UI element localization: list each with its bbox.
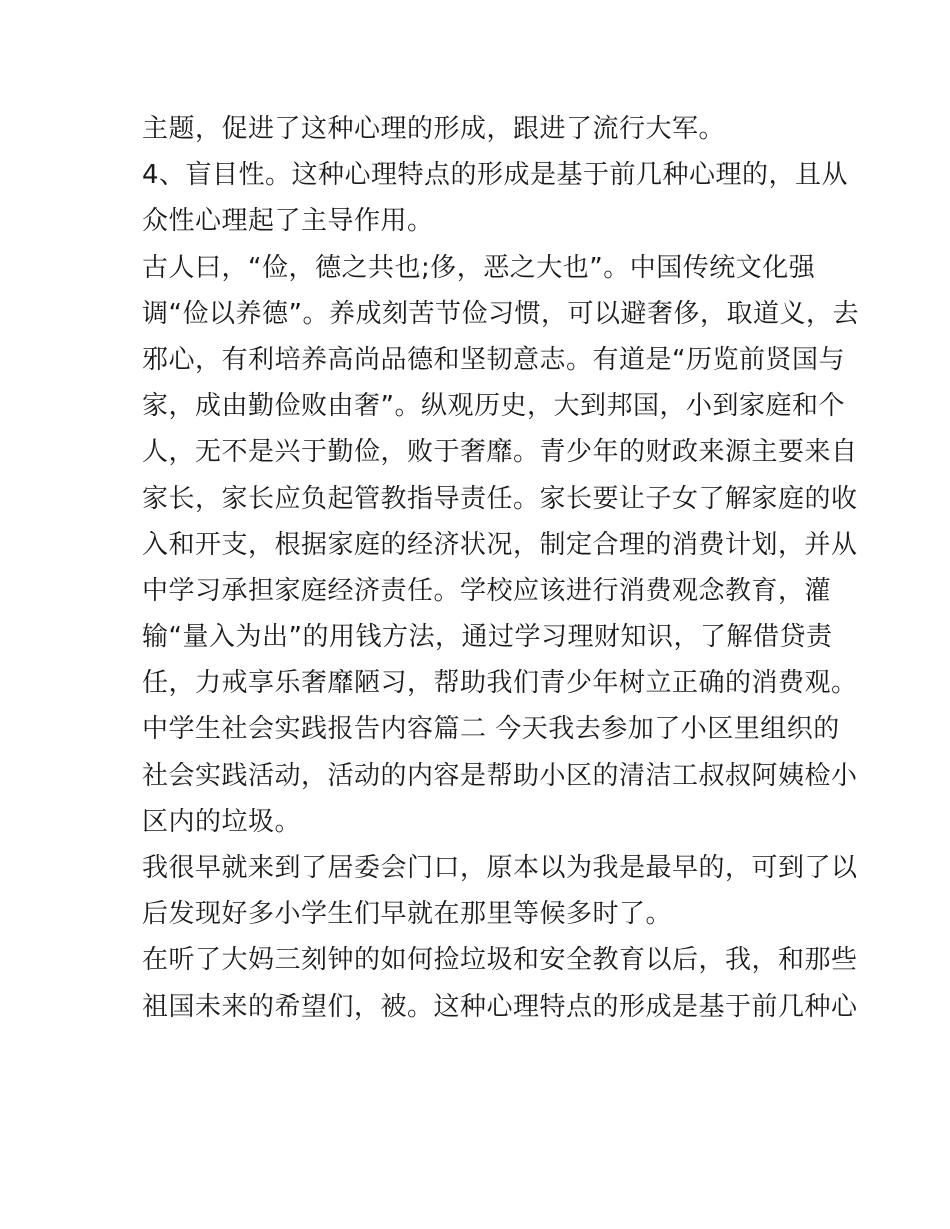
- text-line: 4、盲目性。这种心理特点的形成是基于前几种心理的，且从: [142, 160, 849, 191]
- text-line: 区内的垃圾。: [142, 806, 302, 837]
- text-line: 调“俭以养德”。养成刻苦节俭习惯，可以避奢侈，取道义，去: [142, 298, 859, 329]
- body-text: [142, 106, 859, 1030]
- text-line: 古人曰，“俭，德之共也;侈，恶之大也”。中国传统文化强: [142, 252, 816, 283]
- text-line: 人，无不是兴于勤俭，败于奢靡。青少年的财政来源主要来自: [142, 437, 858, 468]
- text-line: 输“量入为出”的用钱方法，通过学习理财知识，了解借贷责: [142, 622, 833, 653]
- text-line: 邪心，有利培养高尚品德和坚韧意志。有道是“历览前贤国与: [142, 344, 845, 375]
- text-line: 中学习承担家庭经济责任。学校应该进行消费观念教育，灌: [142, 575, 832, 606]
- text-line: 入和开支，根据家庭的经济状况，制定合理的消费计划，并从: [142, 529, 858, 560]
- text-line: 家，成由勤俭败由奢”。纵观历史，大到邦国，小到家庭和个: [142, 391, 845, 422]
- text-line: 家长，家长应负起管教指导责任。家长要让子女了解家庭的收: [142, 483, 858, 514]
- text-line: 中学生社会实践报告内容篇二 今天我去参加了小区里组织的: [142, 714, 840, 745]
- text-line: 任，力戒享乐奢靡陋习，帮助我们青少年树立正确的消费观。: [142, 668, 858, 699]
- text-line: 在听了大妈三刻钟的如何捡垃圾和安全教育以后，我，和那些: [142, 945, 858, 976]
- text-line: 我很早就来到了居委会门口，原本以为我是最早的，可到了以: [142, 853, 858, 883]
- text-line: 祖国未来的希望们，被。这种心理特点的形成是基于前几种心: [142, 991, 858, 1022]
- text-line: 后发现好多小学生们早就在那里等候多时了。: [142, 899, 673, 930]
- text-line: 众性心理起了主导作用。: [142, 206, 434, 237]
- text-line: 主题，促进了这种心理的形成，跟进了流行大军。: [142, 114, 726, 144]
- text-line: 社会实践活动，活动的内容是帮助小区的清洁工叔叔阿姨检小: [142, 760, 858, 791]
